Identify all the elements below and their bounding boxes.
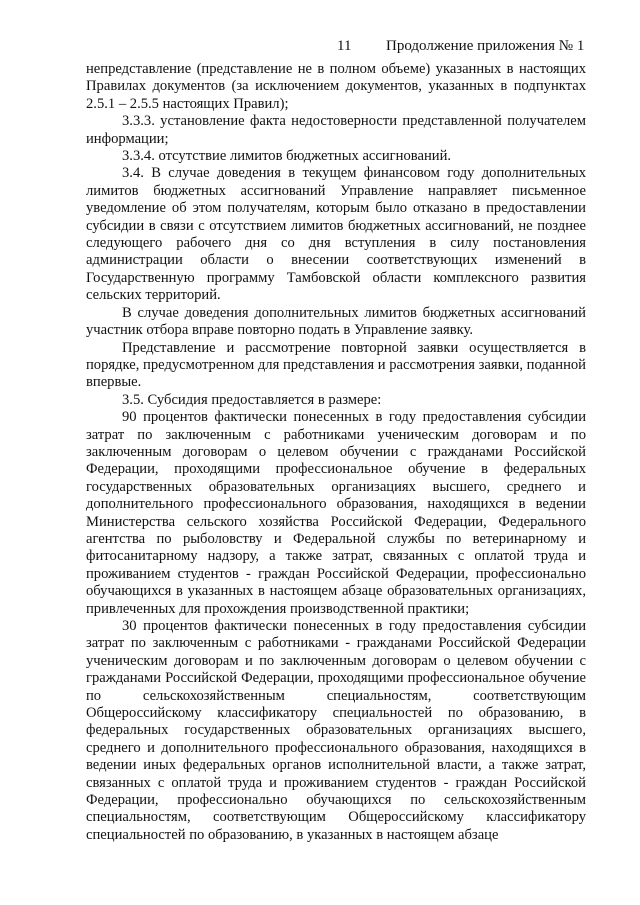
paragraph-additional-limits: В случае доведения дополнительных лимитов бюджетных ассигнований участник отбора вправе повторно подать в Управление заявку.	[86, 304, 586, 339]
paragraph-repeat-application: Представление и рассмотрение повторной заявки осуществляется в порядке, предусмотренном для представления и рассмотрения заявки, поданной впервые.	[86, 339, 586, 391]
appendix-continuation-label: Продолжение приложения № 1	[386, 38, 585, 54]
paragraph-3-4: 3.4. В случае доведения в текущем финансовом году дополнительных лимитов бюджетных ассигнований Управление направляет письменное уведомление об этом получателям, которым было отказано в предоставлении субсидии в связи с отсутствием лимитов бюджетных ассигнований, не позднее следующего рабочего дня со дня вступления в силу постановления администрации области о внесении соответствующих изменений в Государственную программу Тамбовской области комплексного развития сельских территорий.	[86, 165, 586, 304]
page-number: 11	[337, 38, 352, 54]
page-header	[0, 38, 640, 58]
paragraph-3-3-3: 3.3.3. установление факта недостоверности представленной получателем информации;	[86, 113, 586, 147]
paragraph-30-percent: 30 процентов фактически понесенных в году предоставления субсидии затрат по заключенным с работниками - гражданами Российской Федерации ученическим договорам и по заключенным договорам о целевом обучении с гражданами Российской Федерации, проходящими профессиональное обучение по сельскохозяйственным специальностям, соответствующим Общероссийскому классификатору специальностей по образованию, в федеральных государственных образовательных организациях высшего, среднего и дополнительного профессионального образования, находящихся в ведении иных федеральных органов исполнительной власти, а также затрат, связанных с оплатой труда и проживанием студентов - граждан Российской Федерации, профессионально обучающихся по сельскохозяйственным специальностям, соответствующим Общероссийскому классификатору специальностей по образованию, в указанных в настоящем абзаце	[86, 618, 586, 843]
document-body	[86, 61, 586, 844]
paragraph-3-5: 3.5. Субсидия предоставляется в размере:	[122, 391, 382, 408]
paragraph-3-3-4: 3.3.4. отсутствие лимитов бюджетных ассигнований.	[122, 148, 452, 165]
paragraph-continuation: непредставление (представление не в полном объеме) указанных в настоящих Правилах документов (за исключением документов, указанных в подпунктах 2.5.1 – 2.5.5 настоящих Правил);	[86, 61, 586, 112]
paragraph-90-percent: 90 процентов фактически понесенных в году предоставления субсидии затрат по заключенным с работниками ученическим договорам и по заключенным договорам о целевом обучении с гражданами Российской Федерации, проходящими профессиональное обучение в федеральных государственных образовательных организациях высшего, среднего и дополнительного профессионального образования, находящихся в ведении Министерства сельского хозяйства Российской Федерации, Федерального агентства по рыболовству и Федеральной службы по ветеринарному и фитосанитарному надзору, а также затрат, связанных с оплатой труда и проживанием студентов - граждан Российской Федерации, профессионально обучающихся в указанных в настоящем абзаце образовательных организациях, привлеченных для прохождения производственной практики;	[86, 409, 586, 617]
